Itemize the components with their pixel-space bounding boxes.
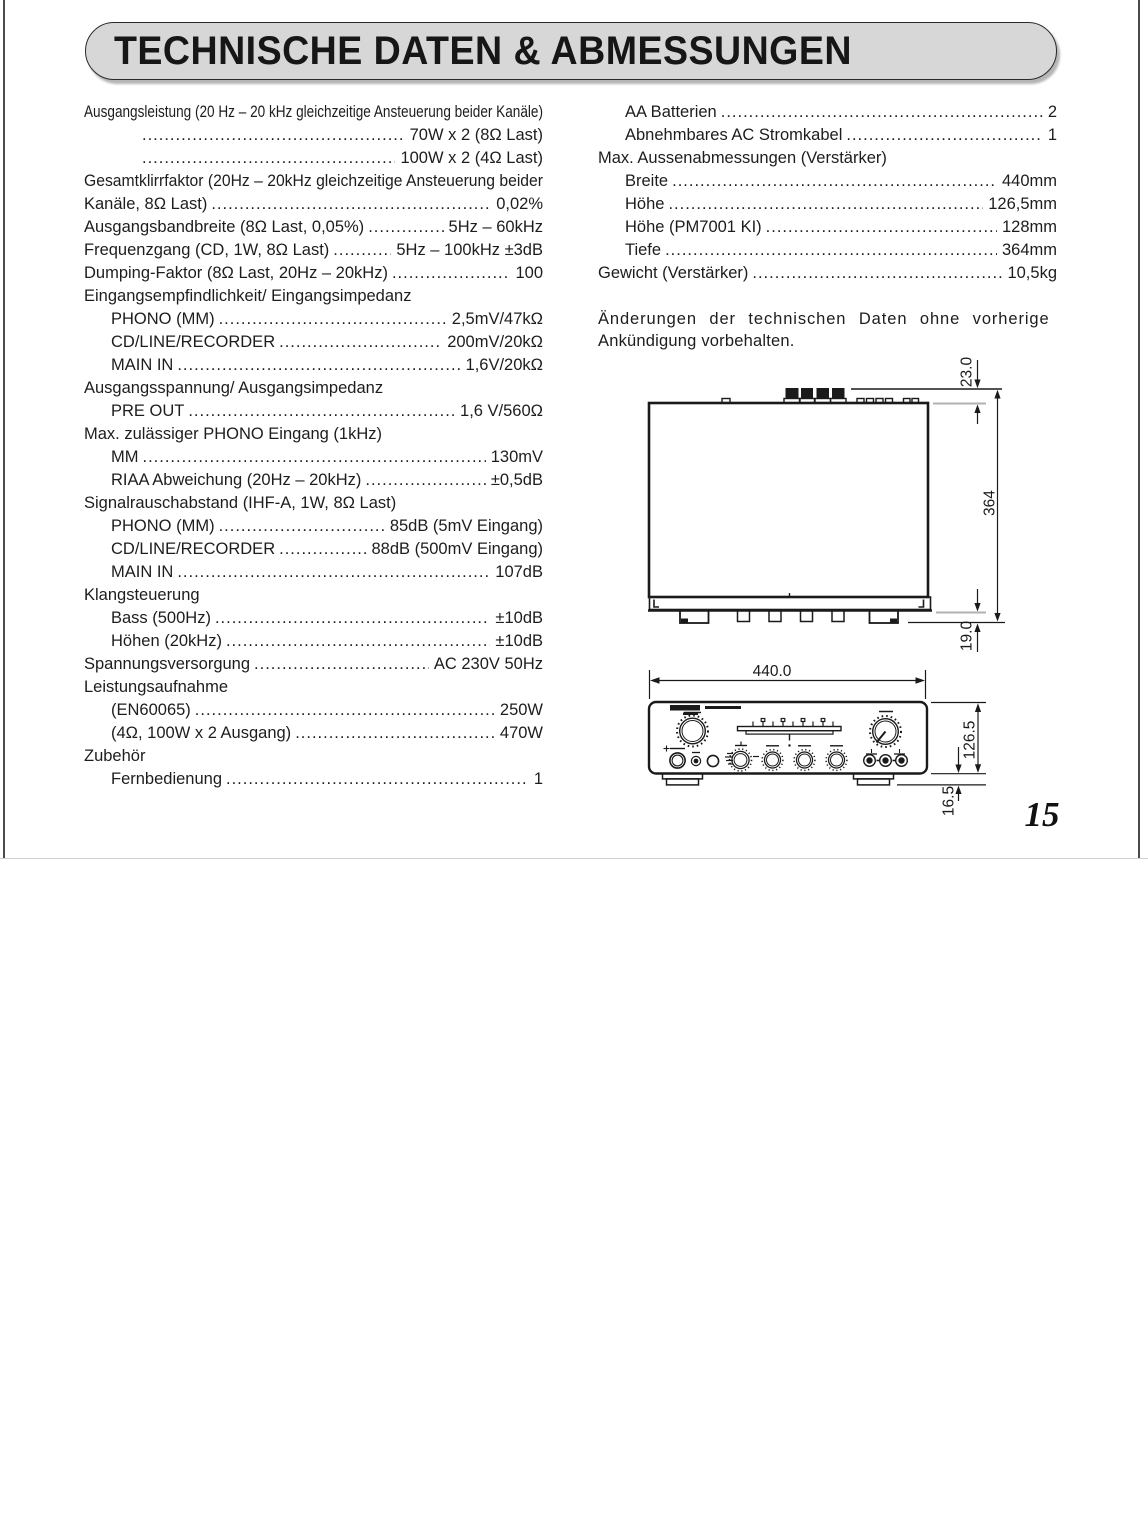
spec-value: 128mm xyxy=(1001,218,1057,236)
spec-label: Höhen (20kHz) xyxy=(111,632,222,650)
page-title: TECHNISCHE DATEN & ABMESSUNGEN xyxy=(114,28,852,73)
spec-value: 1,6 V/560Ω xyxy=(460,402,543,420)
spec-label: RIAA Abweichung (20Hz – 20kHz) xyxy=(111,471,362,489)
small-knob-cluster-icon xyxy=(864,755,908,767)
spec-label: Spannungsversorgung xyxy=(84,655,251,673)
small-button-icon xyxy=(691,753,700,766)
spec-value: ±0,5dB xyxy=(490,471,543,489)
power-button-icon xyxy=(664,746,686,769)
spec-line xyxy=(84,147,543,170)
dim-label-foot-height: 16.5 xyxy=(940,785,958,817)
spec-value: 250W xyxy=(499,701,543,719)
dim-label-width: 440.0 xyxy=(752,663,792,680)
front-feet xyxy=(663,774,894,785)
spec-line xyxy=(84,722,543,745)
spec-line xyxy=(84,285,543,308)
section-header-banner xyxy=(85,22,1057,80)
spec-value: 130mV xyxy=(490,448,543,466)
spec-value: 100W x 2 (4Ω Last) xyxy=(400,149,543,167)
disclaimer-line-2: Ankündigung vorbehalten. xyxy=(598,332,795,350)
spec-label: (EN60065) xyxy=(111,701,191,719)
dot-leader xyxy=(177,354,460,377)
dot-leader xyxy=(721,101,1043,124)
spec-label: Abnehmbares AC Stromkabel xyxy=(625,126,843,144)
dim-label-rear-protrusion: 19.0 xyxy=(958,620,976,652)
dot-leader xyxy=(846,124,1042,147)
dot-leader xyxy=(333,239,391,262)
spec-label: Kanäle, 8Ω Last) xyxy=(84,195,208,213)
spec-label: Fernbedienung xyxy=(111,770,223,788)
spec-line xyxy=(84,561,543,584)
dot-leader xyxy=(188,400,455,423)
spec-line xyxy=(84,262,543,285)
spec-line xyxy=(84,768,543,791)
spec-label: MM xyxy=(111,448,139,466)
spec-label: AA Batterien xyxy=(625,103,717,121)
spec-line xyxy=(84,492,543,515)
spec-line xyxy=(84,699,543,722)
spec-line xyxy=(598,124,1057,147)
top-view-diagram xyxy=(595,350,1010,662)
spec-line xyxy=(84,239,543,262)
headphone-jack-icon xyxy=(707,755,718,766)
spec-label: PRE OUT xyxy=(111,402,185,420)
spec-line xyxy=(598,239,1057,262)
rear-tab xyxy=(722,399,730,404)
dimension-arrows xyxy=(650,677,981,794)
spec-label: Max. zulässiger PHONO Eingang (1kHz) xyxy=(84,425,383,443)
brand-logo-mark xyxy=(670,705,741,715)
spec-value: 85dB (5mV Eingang) xyxy=(389,517,543,535)
spec-value: 88dB (500mV Eingang) xyxy=(371,540,543,558)
left-volume-knob-icon xyxy=(677,713,708,747)
dot-leader xyxy=(195,699,495,722)
spec-line xyxy=(84,170,543,193)
spec-value: 0,02% xyxy=(496,195,543,213)
spec-line xyxy=(84,216,543,239)
spec-value: 1 xyxy=(533,770,543,788)
dot-leader xyxy=(368,216,443,239)
spec-value: 364mm xyxy=(1001,241,1057,259)
spec-label: Max. Aussenabmessungen (Verstärker) xyxy=(598,149,887,167)
dot-leader xyxy=(392,262,511,285)
spec-value: 107dB xyxy=(495,563,543,581)
spec-label: Bass (500Hz) xyxy=(111,609,211,627)
spec-value: 200mV/20kΩ xyxy=(447,333,543,351)
spec-label: MAIN IN xyxy=(111,563,174,581)
tone-knobs-icon xyxy=(762,746,847,771)
dot-leader xyxy=(219,515,385,538)
spec-line xyxy=(598,147,1057,170)
dot-leader xyxy=(177,561,490,584)
dot-leader xyxy=(254,653,429,676)
spec-label: Klangsteuerung xyxy=(84,586,200,604)
spec-value: 5Hz – 60kHz xyxy=(448,218,543,236)
spec-line xyxy=(598,101,1057,124)
spec-value: 470W xyxy=(499,724,543,742)
center-display-bar xyxy=(738,719,842,747)
dot-leader xyxy=(668,193,983,216)
spec-label: Ausgangsspannung/ Ausgangsimpedanz xyxy=(84,379,384,397)
spec-value: 100 xyxy=(515,264,543,282)
front-view-diagram xyxy=(595,655,1010,830)
spec-line xyxy=(84,584,543,607)
dot-leader xyxy=(226,768,529,791)
spec-line xyxy=(84,630,543,653)
spec-label: MAIN IN xyxy=(111,356,174,374)
spec-value: AC 230V 50Hz xyxy=(433,655,543,673)
dot-leader xyxy=(752,262,1002,285)
dot-leader xyxy=(226,630,490,653)
spec-label: CD/LINE/RECORDER xyxy=(111,540,276,558)
spec-line xyxy=(84,745,543,768)
dot-leader xyxy=(295,722,495,745)
spec-line xyxy=(84,676,543,699)
spec-label: Signalrauschabstand (IHF-A, 1W, 8Ω Last) xyxy=(84,494,397,512)
dot-leader xyxy=(143,446,486,469)
dot-leader xyxy=(219,308,447,331)
dot-leader xyxy=(211,193,491,216)
dot-leader xyxy=(142,147,395,170)
spec-label: Zubehör xyxy=(84,747,146,765)
spec-value: 2 xyxy=(1047,103,1057,121)
spec-line xyxy=(84,515,543,538)
dot-leader xyxy=(365,469,485,492)
spec-value: 126,5mm xyxy=(988,195,1057,213)
spec-label: Höhe (PM7001 KI) xyxy=(625,218,762,236)
spec-label: Dumping-Faktor (8Ω Last, 20Hz – 20kHz) xyxy=(84,264,388,282)
rear-knob-bases xyxy=(784,399,846,404)
spec-value: 2,5mV/47kΩ xyxy=(451,310,543,328)
spec-line xyxy=(84,469,543,492)
dot-leader xyxy=(279,331,442,354)
content-bottom-divider xyxy=(0,858,1148,859)
spec-line xyxy=(84,354,543,377)
spec-label: Tiefe xyxy=(625,241,662,259)
spec-line xyxy=(84,193,543,216)
spec-value: 5Hz – 100kHz ±3dB xyxy=(396,241,543,259)
spec-label: Höhe xyxy=(625,195,665,213)
spec-value: 70W x 2 (8Ω Last) xyxy=(409,126,543,144)
page-number: 15 xyxy=(1024,795,1060,834)
spec-line xyxy=(598,262,1057,285)
feet-and-tabs xyxy=(680,611,898,624)
spec-line xyxy=(84,331,543,354)
spec-label: Breite xyxy=(625,172,669,190)
spec-line xyxy=(84,423,543,446)
spec-line xyxy=(84,538,543,561)
selector-knob-icon xyxy=(725,742,759,772)
specs-column-right xyxy=(598,101,1057,285)
spec-line xyxy=(84,124,543,147)
spec-value: 440mm xyxy=(1001,172,1057,190)
specs-column-left xyxy=(84,101,543,791)
spec-line xyxy=(84,400,543,423)
spec-line xyxy=(84,653,543,676)
spec-label: Frequenzgang (CD, 1W, 8Ω Last) xyxy=(84,241,330,259)
spec-value: ±10dB xyxy=(495,632,543,650)
dot-leader xyxy=(766,216,997,239)
spec-line xyxy=(598,193,1057,216)
disclaimer-note xyxy=(598,308,1057,352)
spec-value: 1 xyxy=(1047,126,1057,144)
spec-label: PHONO (MM) xyxy=(111,517,215,535)
spec-line xyxy=(598,216,1057,239)
spec-line xyxy=(84,607,543,630)
dim-label-height: 126.5 xyxy=(961,720,979,760)
disclaimer-line-1: Änderungen der technischen Daten ohne vorherige xyxy=(598,310,1050,328)
spec-label: Ausgangsleistung (20 Hz – 20 kHz gleichzeitige Ansteuerung beider Kanäle) xyxy=(84,103,543,121)
dim-label-front-protrusion: 23.0 xyxy=(958,356,976,388)
spec-label: CD/LINE/RECORDER xyxy=(111,333,276,351)
top-view-chassis xyxy=(649,403,928,597)
rear-connectors xyxy=(857,399,919,404)
dim-label-depth: 364 xyxy=(981,490,999,516)
spec-value: 1,6V/20kΩ xyxy=(465,356,543,374)
spec-line xyxy=(84,308,543,331)
spec-line xyxy=(598,170,1057,193)
spec-line xyxy=(84,377,543,400)
page-right-border xyxy=(1138,0,1140,858)
spec-label: (4Ω, 100W x 2 Ausgang) xyxy=(111,724,292,742)
spec-label: Eingangsempfindlichkeit/ Eingangsimpedanz xyxy=(84,287,412,305)
spec-label: Gesamtklirrfaktor (20Hz – 20kHz gleichzeitige Ansteuerung beider xyxy=(84,172,544,190)
spec-line xyxy=(84,446,543,469)
dot-leader xyxy=(672,170,997,193)
spec-value: 10,5kg xyxy=(1007,264,1057,282)
dot-leader xyxy=(142,124,405,147)
spec-label: Leistungsaufnahme xyxy=(84,678,229,696)
right-volume-knob-icon xyxy=(866,712,905,755)
spec-line xyxy=(84,101,543,124)
bottom-tabs xyxy=(738,611,845,622)
dot-leader xyxy=(279,538,366,561)
page-left-border xyxy=(3,0,5,858)
front-edge-strip xyxy=(650,597,931,610)
spec-label: Ausgangsbandbreite (8Ω Last, 0,05%) xyxy=(84,218,365,236)
rear-knobs-icon xyxy=(786,388,845,399)
spec-value: ±10dB xyxy=(495,609,543,627)
spec-label: Gewicht (Verstärker) xyxy=(598,264,749,282)
dot-leader xyxy=(665,239,997,262)
dot-leader xyxy=(215,607,490,630)
spec-label: PHONO (MM) xyxy=(111,310,215,328)
